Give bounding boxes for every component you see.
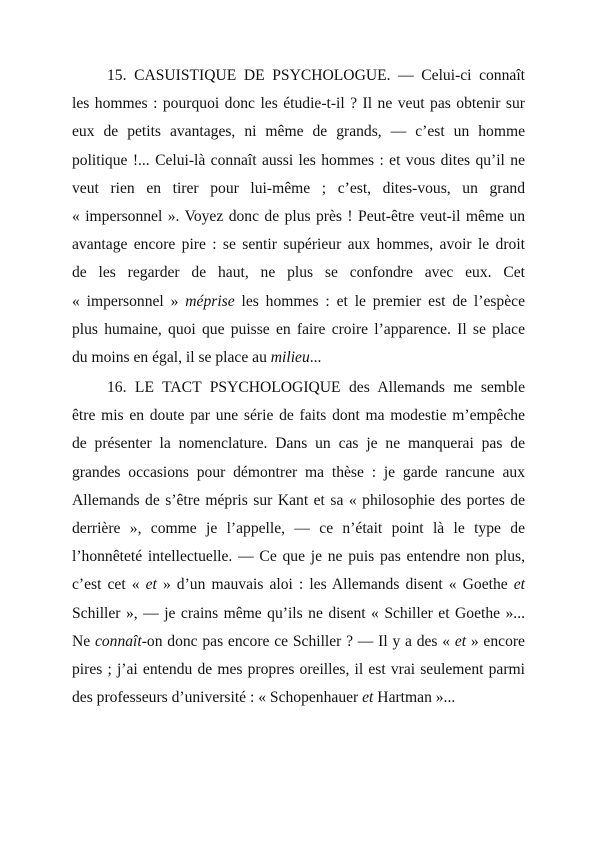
italic-text: et — [454, 632, 467, 650]
italic-text: et — [362, 689, 374, 707]
text-line — [72, 547, 525, 567]
text-line — [72, 463, 525, 483]
text-line — [72, 632, 525, 652]
text-line — [72, 292, 525, 312]
text-run: de les regarder de haut, ne plus se confondre avec eux. Cet — [72, 264, 525, 282]
text-run: veut rien en tirer pour lui-même ; c’est, dites-vous, un grand — [72, 179, 525, 197]
text-line — [72, 604, 525, 624]
text-run: plus humaine, quoi que puisse en faire croire l’apparence. Il se place — [72, 320, 525, 338]
text-line — [72, 94, 525, 114]
text-line — [72, 660, 525, 680]
text-run: du moins en égal, il se place au — [72, 349, 271, 366]
text-run: pires ; j’ai entendu de mes propres oreilles, il est vrai seulement parmi — [72, 661, 525, 678]
text-line — [72, 406, 525, 426]
text-line — [72, 179, 525, 199]
text-run: Allemands de s’être mépris sur Kant et sa « philosophie des portes de — [72, 491, 525, 509]
text-run: 16. LE TACT PSYCHOLOGIQUE des Allemands me semble — [107, 379, 525, 396]
text-run: Schiller », — je crains même qu’ils ne disent « Schiller et Goethe »... — [72, 604, 525, 622]
text-run: Ne — [72, 632, 95, 650]
text-run: derrière », comme je l’appelle, — ce n’était point là le type de — [72, 520, 525, 537]
text-line — [72, 235, 525, 255]
text-line — [72, 151, 525, 171]
text-run: les hommes : pourquoi donc les étudie-t-il ? Il ne veut pas obtenir sur — [72, 95, 525, 113]
text-run: de présenter la nomenclature. Dans un cas je ne manquerai pas de — [72, 435, 525, 453]
text-run: ... — [309, 349, 322, 366]
text-line — [72, 434, 525, 454]
text-run: grandes occasions pour démontrer ma thèse : je garde rancune aux — [72, 463, 525, 481]
text-run: « impersonnel » — [72, 292, 186, 310]
text-run: être mis en doute par une série de faits dont ma modestie m’empêche — [72, 407, 525, 425]
text-run: politique !... Celui-là connaît aussi les hommes : et vous dites qu’il ne — [72, 151, 525, 169]
text-run: c’est cet « — [72, 576, 146, 594]
text-line — [72, 575, 525, 595]
text-run: l’honnêteté intellectuelle. — Ce que je ne puis pas entendre non plus, — [72, 548, 525, 566]
text-line — [72, 207, 525, 227]
text-line — [107, 378, 525, 398]
text-line — [72, 122, 525, 142]
text-line — [107, 66, 525, 86]
italic-text: méprise — [185, 292, 235, 310]
text-run: » d’un mauvais aloi : les Allemands disent « Goethe — [156, 576, 514, 594]
text-run: des professeurs d’université : « Schopenhauer — [72, 689, 363, 707]
text-run: Hartman »... — [373, 689, 456, 707]
text-line — [72, 688, 525, 708]
text-run: 15. CASUISTIQUE DE PSYCHOLOGUE. — Celui-ci connaît — [107, 67, 525, 84]
italic-text: connaît — [94, 632, 142, 650]
text-line — [72, 348, 525, 368]
text-line — [72, 491, 525, 511]
text-line — [72, 320, 525, 340]
text-run: » encore — [466, 632, 525, 650]
text-run: avantage encore pire : se sentir supérieur aux hommes, avoir le droit — [72, 236, 525, 254]
text-run: « impersonnel ». Voyez donc de plus près ! Peut-être veut-il même un — [72, 208, 525, 225]
italic-text: milieu — [270, 349, 310, 366]
text-line — [72, 263, 525, 283]
text-run: les hommes : et le premier est de l’espèce — [234, 292, 525, 310]
text-line — [72, 519, 525, 539]
italic-text: et — [513, 576, 525, 594]
italic-text: et — [145, 576, 157, 594]
text-run: -on donc pas encore ce Schiller ? — Il y a des « — [141, 632, 455, 650]
text-run: eux de petits avantages, ni même de grands, — c’est un homme — [72, 123, 525, 141]
